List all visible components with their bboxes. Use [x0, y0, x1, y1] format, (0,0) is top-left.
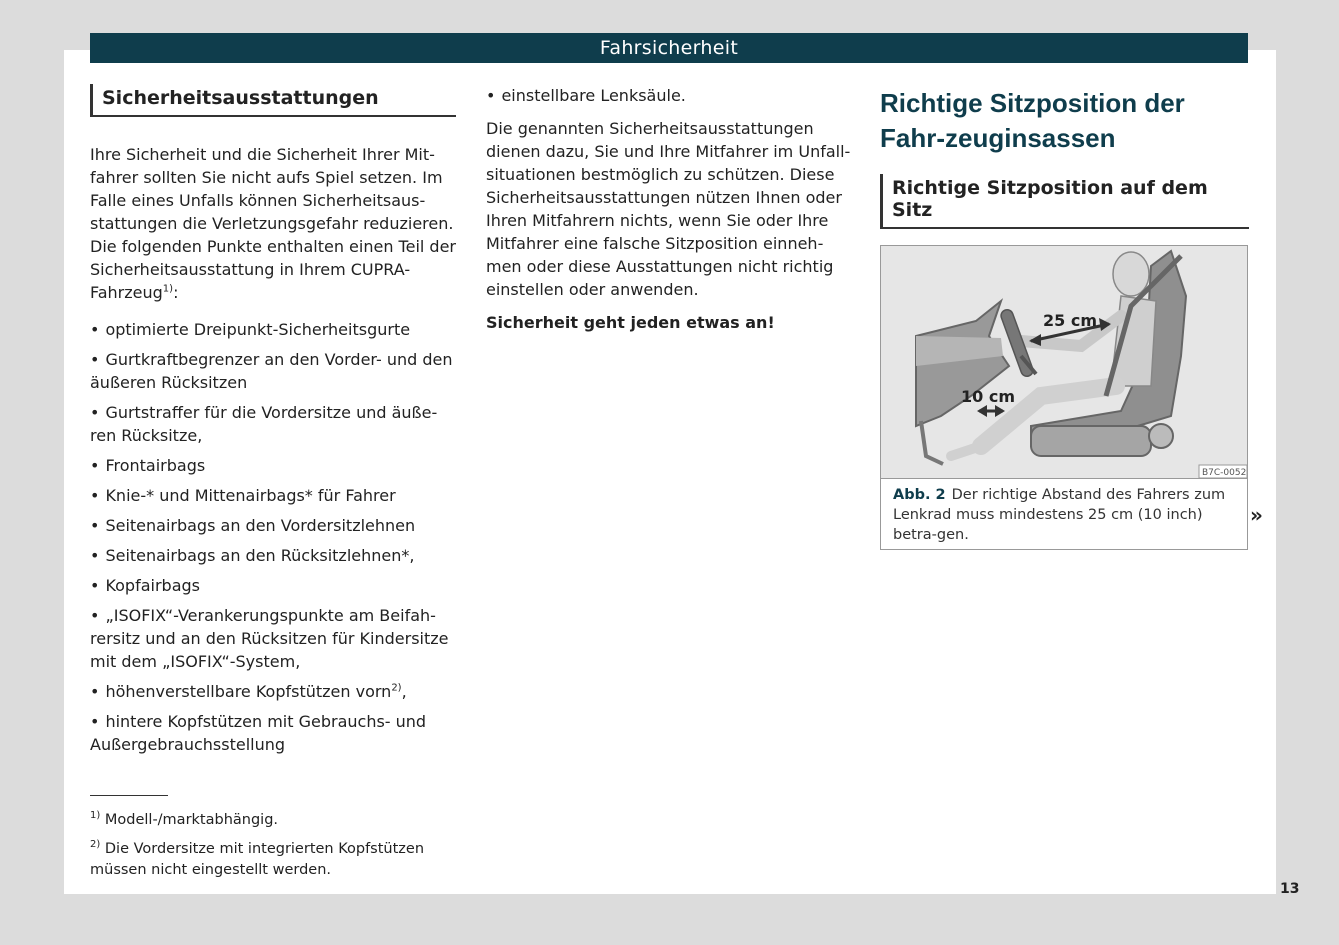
equipment-list-continued [486, 84, 854, 107]
list-item: • hintere Kopfstützen mit Gebrauchs- und Außergebrauchsstellung [90, 710, 456, 756]
left-column [90, 84, 456, 763]
intro-end: : [173, 283, 179, 302]
footnote-text: Modell-/marktabhängig. [104, 812, 279, 828]
list-item-end: , [401, 682, 407, 701]
footnote-2 [90, 839, 456, 881]
footnote-mark: 1) [90, 810, 101, 822]
main-heading: Richtige Sitzposition der Fahr-zeuginsassen [880, 88, 1185, 153]
footnote-ref-2[interactable]: 2) [391, 682, 402, 694]
footnotes [90, 810, 456, 889]
continued-marker: » [1250, 503, 1263, 527]
section-title-safety-equipment: Sicherheitsausstattungen [90, 84, 456, 117]
list-item: • Knie-* und Mittenairbags* für Fahrer [90, 484, 456, 507]
intro-text: Ihre Sicherheit und die Sicherheit Ihrer Mit-fahrer sollten Sie nicht aufs Spiel setzen. Im Falle eines Unfalls können Sicherheitsaus-stattungen die Verletzungsgefahr reduzieren. Die folgenden Punkte enthalten einen Teil der Sicherheitsausstattung in Ihrem CUPRA-Fahrzeug [90, 145, 456, 302]
chapter-header: Fahrsicherheit [90, 33, 1248, 63]
list-item-text: höhenverstellbare Kopfstützen vorn [105, 682, 392, 701]
footnote-text: Die Vordersitze mit integrierten Kopfstützen müssen nicht eingestellt werden. [90, 841, 425, 878]
footnote-1 [90, 810, 456, 831]
section-title-seat-position: Richtige Sitzposition auf dem Sitz [880, 174, 1249, 229]
list-item: • Seitenairbags an den Vordersitzlehnen [90, 514, 456, 537]
list-item: • Gurtstraffer für die Vordersitze und äuße-ren Rücksitze, [90, 401, 456, 447]
list-item: • Seitenairbags an den Rücksitzlehnen*, [90, 544, 456, 567]
figure-seat-position [880, 245, 1248, 550]
distance-label-25cm: 25 cm [1043, 311, 1097, 330]
emphasis-text: Sicherheit geht jeden etwas an! [486, 313, 775, 332]
list-item: • Kopfairbags [90, 574, 456, 597]
caption-text: Der richtige Abstand des Fahrers zum Lenkrad muss mindestens 25 cm (10 inch) betra-gen. [893, 487, 1226, 543]
footnote-divider [90, 795, 168, 796]
equipment-list [90, 318, 456, 756]
footnote-ref-1[interactable]: 1) [162, 283, 174, 295]
caption-label: Abb. 2 [893, 487, 946, 503]
list-item: • Gurtkraftbegrenzer an den Vorder- und den äußeren Rücksitzen [90, 348, 456, 394]
page-number: 13 [1280, 881, 1300, 897]
intro-paragraph [90, 143, 456, 304]
middle-column [486, 84, 854, 334]
seat-illustration [881, 246, 1247, 478]
list-item: • Frontairbags [90, 454, 456, 477]
purpose-paragraph: Die genannten Sicherheitsausstattungen dienen dazu, Sie und Ihre Mitfahrer im Unfall-situationen bestmöglich zu schützen. Diese Sicherheitsausstattungen nützen Ihnen oder Ihren Mitfahrern nichts, wenn Sie oder Ihre Mitfahrer eine falsche Sitzposition einneh-men oder diese Ausstattungen nicht richtig einstellen oder anwenden. [486, 119, 851, 299]
list-item: • „ISOFIX“-Verankerungspunkte am Beifah-rersitz und an den Rücksitzen für Kindersitze mit dem „ISOFIX“-System, [90, 604, 456, 673]
right-column [880, 84, 1249, 550]
footnote-mark: 2) [90, 839, 101, 851]
distance-label-10cm: 10 cm [961, 387, 1015, 406]
list-item [90, 680, 456, 703]
figure-code: B7C-0052 [1202, 468, 1247, 478]
figure-caption [881, 478, 1247, 549]
list-item: • einstellbare Lenksäule. [486, 84, 854, 107]
list-item: • optimierte Dreipunkt-Sicherheitsgurte [90, 318, 456, 341]
